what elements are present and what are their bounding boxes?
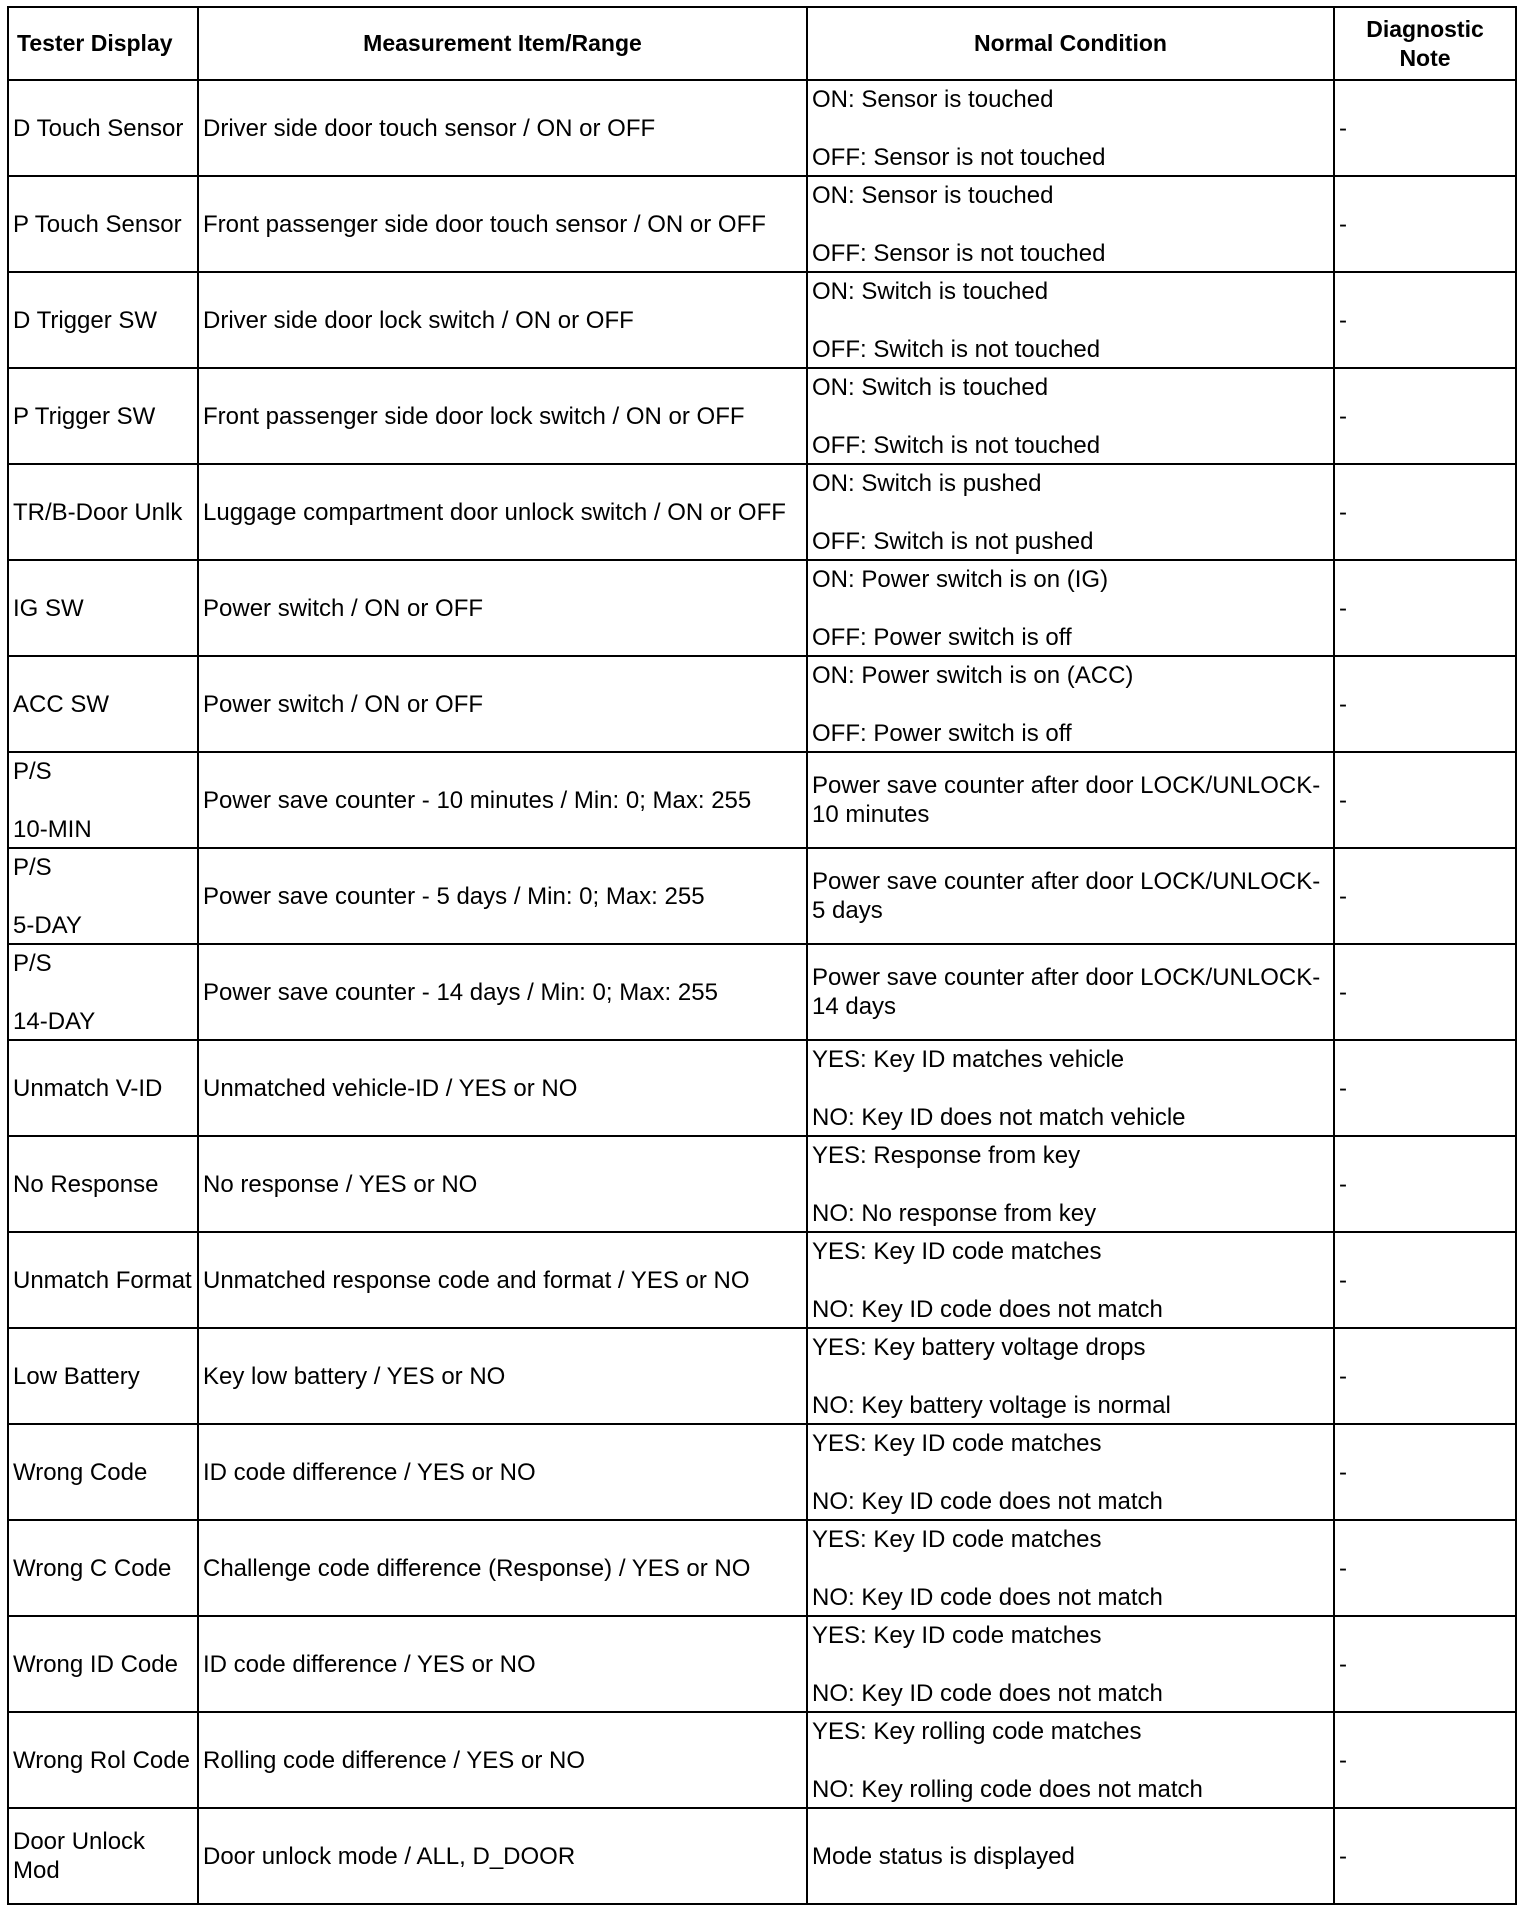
tester-display-cell: [8, 848, 198, 944]
normal-condition-cell: [807, 1232, 1334, 1328]
tester-display-cell: [8, 752, 198, 848]
header-diagnostic-note-line2: Note: [1399, 44, 1451, 71]
diagnostic-note-cell: -: [1334, 656, 1516, 752]
normal-condition-no: NO: Key ID code does not match: [812, 1584, 1163, 1611]
normal-condition-no: NO: Key ID code does not match: [812, 1488, 1163, 1515]
normal-condition-no: NO: Key ID code does not match: [812, 1296, 1163, 1323]
normal-condition-on: ON: Switch is touched: [812, 374, 1049, 401]
tester-display-line2: 14-DAY: [13, 1008, 96, 1035]
diagnostic-note-cell: -: [1334, 1808, 1516, 1904]
table-row: [8, 1136, 1516, 1232]
normal-condition-cell: Mode status is displayed: [807, 1808, 1334, 1904]
normal-condition-off: OFF: Power switch is off: [812, 624, 1072, 651]
normal-condition-cell: Power save counter after door LOCK/UNLOCK-10 minutes: [807, 752, 1334, 848]
table-row: [8, 1232, 1516, 1328]
normal-condition-no: NO: Key ID does not match vehicle: [812, 1104, 1186, 1131]
diagnostic-note-cell: -: [1334, 1040, 1516, 1136]
table-row: [8, 656, 1516, 752]
normal-condition-on: ON: Power switch is on (IG): [812, 566, 1109, 593]
measurement-cell: Unmatched vehicle-ID / YES or NO: [198, 1040, 807, 1136]
tester-display-cell: Wrong Rol Code: [8, 1712, 198, 1808]
normal-condition-yes: YES: Response from key: [812, 1142, 1081, 1169]
tester-display-cell: P Trigger SW: [8, 368, 198, 464]
header-tester-display: Tester Display: [8, 7, 198, 80]
tester-display-cell: Wrong Code: [8, 1424, 198, 1520]
table-row: [8, 1808, 1516, 1904]
tester-display-line1: P/S: [13, 950, 52, 977]
table-row: [8, 1520, 1516, 1616]
table-row: [8, 176, 1516, 272]
tester-display-line1: P/S: [13, 854, 52, 881]
measurement-cell: Power save counter - 10 minutes / Min: 0; Max: 255: [198, 752, 807, 848]
table-row: [8, 464, 1516, 560]
measurement-cell: Front passenger side door touch sensor / ON or OFF: [198, 176, 807, 272]
diagnostic-note-cell: -: [1334, 176, 1516, 272]
normal-condition-yes: YES: Key ID code matches: [812, 1430, 1102, 1457]
measurement-cell: Front passenger side door lock switch / ON or OFF: [198, 368, 807, 464]
normal-condition-yes: YES: Key ID code matches: [812, 1526, 1102, 1553]
normal-condition-cell: [807, 560, 1334, 656]
diagnostic-note-cell: -: [1334, 1136, 1516, 1232]
normal-condition-yes: YES: Key ID code matches: [812, 1238, 1102, 1265]
diagnostic-note-cell: -: [1334, 80, 1516, 176]
diagnostic-note-cell: -: [1334, 368, 1516, 464]
normal-condition-no: NO: Key rolling code does not match: [812, 1776, 1203, 1803]
tester-display-cell: ACC SW: [8, 656, 198, 752]
measurement-cell: Key low battery / YES or NO: [198, 1328, 807, 1424]
measurement-cell: Rolling code difference / YES or NO: [198, 1712, 807, 1808]
normal-condition-cell: [807, 1520, 1334, 1616]
tester-display-cell: Low Battery: [8, 1328, 198, 1424]
diagnostic-note-cell: -: [1334, 1232, 1516, 1328]
normal-condition-cell: [807, 1040, 1334, 1136]
normal-condition-cell: [807, 1712, 1334, 1808]
data-list-table: [7, 6, 1517, 1905]
table-row: [8, 1040, 1516, 1136]
tester-display-cell: IG SW: [8, 560, 198, 656]
measurement-cell: Driver side door lock switch / ON or OFF: [198, 272, 807, 368]
diagnostic-note-cell: -: [1334, 1616, 1516, 1712]
tester-display-line2: 10-MIN: [13, 816, 92, 843]
table-row: [8, 1616, 1516, 1712]
diagnostic-note-cell: -: [1334, 1424, 1516, 1520]
normal-condition-cell: Power save counter after door LOCK/UNLOCK-14 days: [807, 944, 1334, 1040]
tester-display-cell: D Touch Sensor: [8, 80, 198, 176]
normal-condition-yes: YES: Key rolling code matches: [812, 1718, 1142, 1745]
measurement-cell: Power save counter - 14 days / Min: 0; Max: 255: [198, 944, 807, 1040]
diagnostic-note-cell: -: [1334, 1520, 1516, 1616]
tester-display-cell: Wrong C Code: [8, 1520, 198, 1616]
table-row: [8, 944, 1516, 1040]
normal-condition-cell: [807, 272, 1334, 368]
table-row: [8, 80, 1516, 176]
normal-condition-no: NO: Key ID code does not match: [812, 1680, 1163, 1707]
measurement-cell: Driver side door touch sensor / ON or OFF: [198, 80, 807, 176]
normal-condition-cell: Power save counter after door LOCK/UNLOCK-5 days: [807, 848, 1334, 944]
measurement-cell: Unmatched response code and format / YES or NO: [198, 1232, 807, 1328]
normal-condition-no: NO: No response from key: [812, 1200, 1097, 1227]
tester-display-cell: Unmatch Format: [8, 1232, 198, 1328]
normal-condition-cell: [807, 1328, 1334, 1424]
table-row: [8, 560, 1516, 656]
measurement-cell: Challenge code difference (Response) / YES or NO: [198, 1520, 807, 1616]
tester-display-cell: Door Unlock Mod: [8, 1808, 198, 1904]
tester-display-cell: Unmatch V-ID: [8, 1040, 198, 1136]
normal-condition-off: OFF: Power switch is off: [812, 720, 1072, 747]
header-measurement-item: Measurement Item/Range: [198, 7, 807, 80]
diagnostic-note-cell: -: [1334, 560, 1516, 656]
diagnostic-note-cell: -: [1334, 272, 1516, 368]
normal-condition-cell: [807, 368, 1334, 464]
normal-condition-on: ON: Sensor is touched: [812, 182, 1054, 209]
normal-condition-yes: YES: Key ID code matches: [812, 1622, 1102, 1649]
normal-condition-off: OFF: Sensor is not touched: [812, 144, 1106, 171]
diagnostic-note-cell: -: [1334, 848, 1516, 944]
header-normal-condition: Normal Condition: [807, 7, 1334, 80]
table-row: [8, 848, 1516, 944]
normal-condition-yes: YES: Key ID matches vehicle: [812, 1046, 1125, 1073]
tester-display-cell: No Response: [8, 1136, 198, 1232]
tester-display-cell: P Touch Sensor: [8, 176, 198, 272]
normal-condition-yes: YES: Key battery voltage drops: [812, 1334, 1146, 1361]
normal-condition-on: ON: Sensor is touched: [812, 86, 1054, 113]
table-row: [8, 1328, 1516, 1424]
tester-display-cell: [8, 944, 198, 1040]
table-row: [8, 752, 1516, 848]
measurement-cell: Power switch / ON or OFF: [198, 560, 807, 656]
tester-display-cell: TR/B-Door Unlk: [8, 464, 198, 560]
header-diagnostic-note-line1: Diagnostic: [1366, 15, 1484, 42]
measurement-cell: Power switch / ON or OFF: [198, 656, 807, 752]
measurement-cell: Door unlock mode / ALL, D_DOOR: [198, 1808, 807, 1904]
measurement-cell: ID code difference / YES or NO: [198, 1424, 807, 1520]
table-row: [8, 1424, 1516, 1520]
tester-display-cell: D Trigger SW: [8, 272, 198, 368]
table-row: [8, 1712, 1516, 1808]
normal-condition-on: ON: Power switch is on (ACC): [812, 662, 1134, 689]
diagnostic-note-cell: -: [1334, 1712, 1516, 1808]
measurement-cell: ID code difference / YES or NO: [198, 1616, 807, 1712]
normal-condition-off: OFF: Switch is not touched: [812, 432, 1101, 459]
normal-condition-no: NO: Key battery voltage is normal: [812, 1392, 1171, 1419]
normal-condition-cell: [807, 464, 1334, 560]
normal-condition-on: ON: Switch is touched: [812, 278, 1049, 305]
measurement-cell: Luggage compartment door unlock switch / ON or OFF: [198, 464, 807, 560]
normal-condition-cell: [807, 176, 1334, 272]
table-header-row: [8, 7, 1516, 80]
normal-condition-on: ON: Switch is pushed: [812, 470, 1042, 497]
normal-condition-cell: [807, 1424, 1334, 1520]
normal-condition-cell: [807, 80, 1334, 176]
header-diagnostic-note: [1334, 7, 1516, 80]
diagnostic-note-cell: -: [1334, 944, 1516, 1040]
normal-condition-off: OFF: Switch is not touched: [812, 336, 1101, 363]
normal-condition-off: OFF: Switch is not pushed: [812, 528, 1094, 555]
table-row: [8, 272, 1516, 368]
normal-condition-off: OFF: Sensor is not touched: [812, 240, 1106, 267]
measurement-cell: Power save counter - 5 days / Min: 0; Max: 255: [198, 848, 807, 944]
table-row: [8, 368, 1516, 464]
diagnostic-note-cell: -: [1334, 752, 1516, 848]
data-list-sheet: [7, 6, 1517, 1905]
measurement-cell: No response / YES or NO: [198, 1136, 807, 1232]
tester-display-line1: P/S: [13, 758, 52, 785]
tester-display-line2: 5-DAY: [13, 912, 82, 939]
tester-display-cell: Wrong ID Code: [8, 1616, 198, 1712]
normal-condition-cell: [807, 656, 1334, 752]
diagnostic-note-cell: -: [1334, 464, 1516, 560]
normal-condition-cell: [807, 1136, 1334, 1232]
diagnostic-note-cell: -: [1334, 1328, 1516, 1424]
normal-condition-cell: [807, 1616, 1334, 1712]
